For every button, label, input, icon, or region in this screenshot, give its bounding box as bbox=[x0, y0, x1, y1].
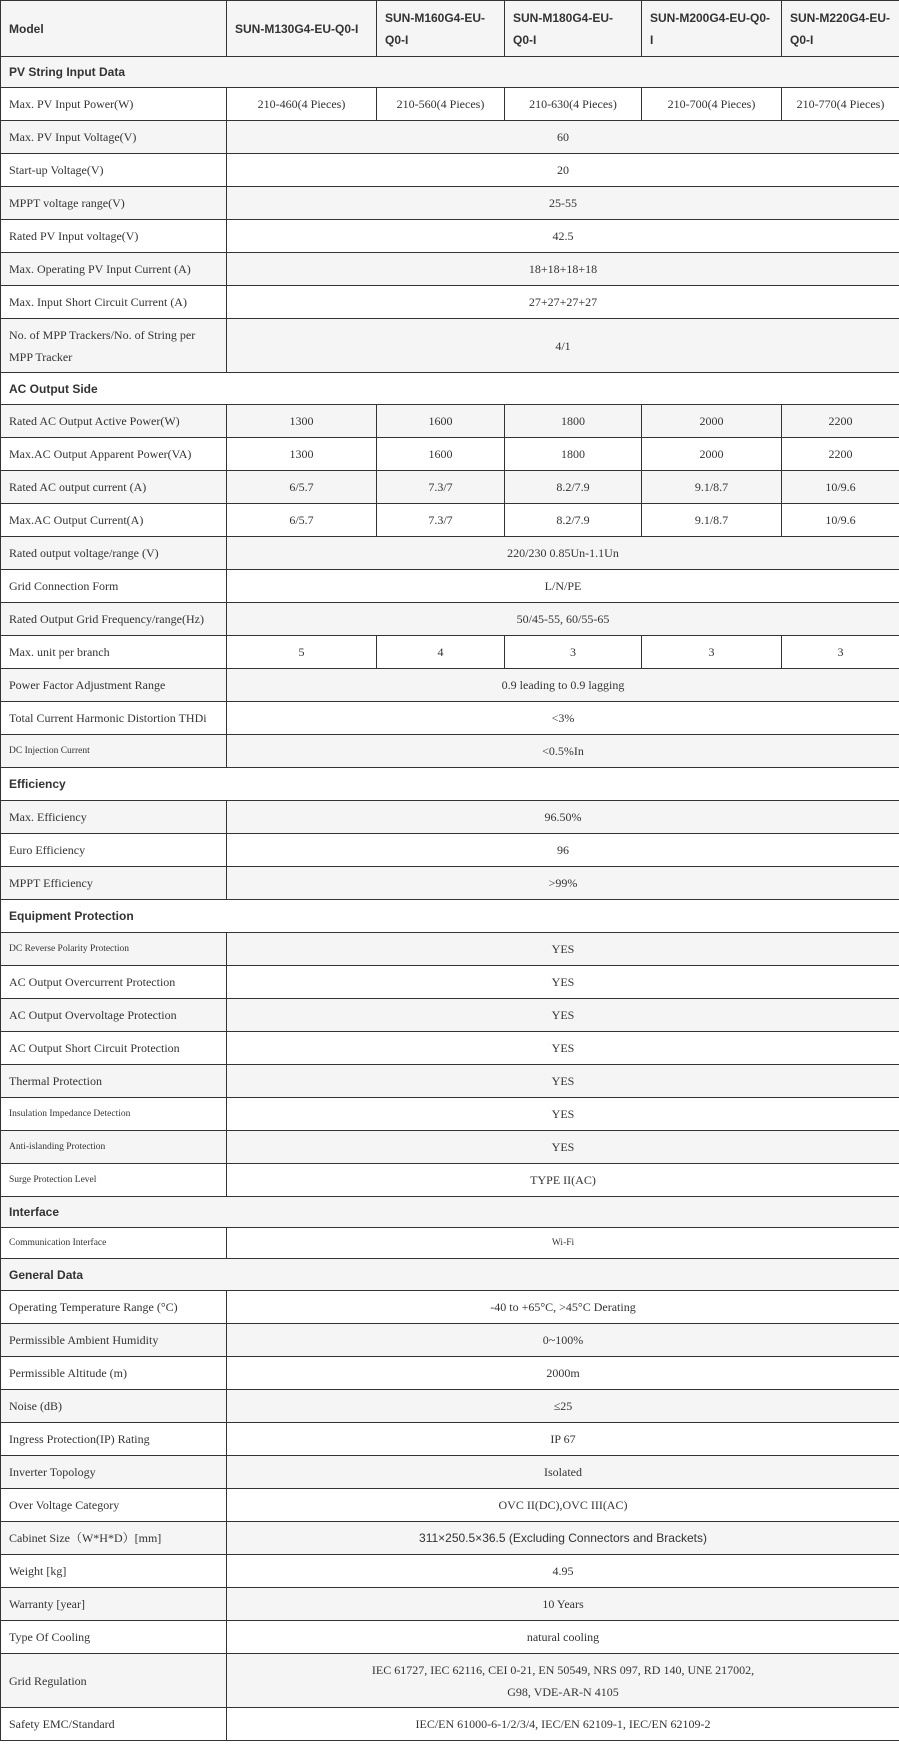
row-label: Insulation Impedance Detection bbox=[1, 1098, 227, 1131]
cell-value: 2000 bbox=[642, 405, 782, 438]
row-label: Max. Efficiency bbox=[1, 801, 227, 834]
cell-value: Isolated bbox=[227, 1456, 899, 1489]
table-row bbox=[1, 1131, 899, 1164]
row-label: Max.AC Output Apparent Power(VA) bbox=[1, 438, 227, 471]
row-label: Grid Connection Form bbox=[1, 570, 227, 603]
model-name: SUN-M130G4-EU-Q0-I bbox=[227, 1, 377, 57]
row-label: Max. Input Short Circuit Current (A) bbox=[1, 286, 227, 319]
cell-value: 96.50% bbox=[227, 801, 899, 834]
cell-value: 210-700(4 Pieces) bbox=[642, 88, 782, 121]
model-name: SUN-M220G4-EU-Q0-I bbox=[782, 1, 899, 57]
cell-value: YES bbox=[227, 966, 899, 999]
row-label: Weight [kg] bbox=[1, 1555, 227, 1588]
table-row bbox=[1, 735, 899, 768]
row-label: Rated output voltage/range (V) bbox=[1, 537, 227, 570]
table-row bbox=[1, 867, 899, 900]
grid-regulation-line-2: G98, VDE-AR-N 4105 bbox=[507, 1684, 619, 1699]
table-row bbox=[1, 1456, 899, 1489]
row-label: Noise (dB) bbox=[1, 1390, 227, 1423]
row-label: Start-up Voltage(V) bbox=[1, 154, 227, 187]
table-row bbox=[1, 1423, 899, 1456]
row-label: Rated AC output current (A) bbox=[1, 471, 227, 504]
table-row bbox=[1, 471, 899, 504]
table-row bbox=[1, 1621, 899, 1654]
model-name: SUN-M200G4-EU-Q0-I bbox=[642, 1, 782, 57]
cell-value: 0~100% bbox=[227, 1324, 899, 1357]
table-row bbox=[1, 570, 899, 603]
section-row bbox=[1, 373, 899, 405]
cell-value: 8.2/7.9 bbox=[505, 504, 642, 537]
section-row bbox=[1, 57, 899, 88]
cell-value: 5 bbox=[227, 636, 377, 669]
cell-value: 0.9 leading to 0.9 lagging bbox=[227, 669, 899, 702]
row-label: Communication Interface bbox=[1, 1228, 227, 1259]
table-row bbox=[1, 1032, 899, 1065]
cell-value: 4.95 bbox=[227, 1555, 899, 1588]
section-row bbox=[1, 1259, 899, 1291]
cell-value: 6/5.7 bbox=[227, 471, 377, 504]
cell-value: YES bbox=[227, 1098, 899, 1131]
cell-value: YES bbox=[227, 999, 899, 1032]
section-pv-title: PV String Input Data bbox=[1, 57, 899, 88]
cell-value: 9.1/8.7 bbox=[642, 504, 782, 537]
cell-value: 2000m bbox=[227, 1357, 899, 1390]
row-label: No. of MPP Trackers/No. of String per MPP Tracker bbox=[1, 319, 227, 373]
row-label: Anti-islanding Protection bbox=[1, 1131, 227, 1164]
section-iface-title: Interface bbox=[1, 1197, 899, 1228]
cell-value: 210-630(4 Pieces) bbox=[505, 88, 642, 121]
cell-value: 2200 bbox=[782, 405, 899, 438]
section-eff-title: Efficiency bbox=[1, 768, 899, 801]
table-row bbox=[1, 253, 899, 286]
table-row bbox=[1, 121, 899, 154]
cell-value: >99% bbox=[227, 867, 899, 900]
row-label: Rated Output Grid Frequency/range(Hz) bbox=[1, 603, 227, 636]
row-label: Max. PV Input Power(W) bbox=[1, 88, 227, 121]
cell-value: TYPE II(AC) bbox=[227, 1164, 899, 1197]
section-ac-title: AC Output Side bbox=[1, 373, 899, 405]
row-label: Power Factor Adjustment Range bbox=[1, 669, 227, 702]
table-row bbox=[1, 154, 899, 187]
cell-value: natural cooling bbox=[227, 1621, 899, 1654]
row-label: Surge Protection Level bbox=[1, 1164, 227, 1197]
row-label: DC Reverse Polarity Protection bbox=[1, 933, 227, 966]
row-label: Max. PV Input Voltage(V) bbox=[1, 121, 227, 154]
model-name: SUN-M160G4-EU-Q0-I bbox=[377, 1, 505, 57]
cell-value: 18+18+18+18 bbox=[227, 253, 899, 286]
table-row bbox=[1, 1228, 899, 1259]
cell-value: L/N/PE bbox=[227, 570, 899, 603]
row-label: Type Of Cooling bbox=[1, 1621, 227, 1654]
model-label: Model bbox=[1, 1, 227, 57]
table-row bbox=[1, 286, 899, 319]
table-row bbox=[1, 1555, 899, 1588]
model-name: SUN-M180G4-EU-Q0-I bbox=[505, 1, 642, 57]
table-row bbox=[1, 669, 899, 702]
cell-value: YES bbox=[227, 933, 899, 966]
table-row bbox=[1, 1708, 899, 1741]
cell-value: <0.5%In bbox=[227, 735, 899, 768]
table-row bbox=[1, 1588, 899, 1621]
row-label: Inverter Topology bbox=[1, 1456, 227, 1489]
row-label: Cabinet Size（W*H*D）[mm] bbox=[1, 1522, 227, 1555]
row-label: DC Injection Current bbox=[1, 735, 227, 768]
row-label: Rated AC Output Active Power(W) bbox=[1, 405, 227, 438]
table-row bbox=[1, 187, 899, 220]
table-row bbox=[1, 88, 899, 121]
cell-value: 3 bbox=[642, 636, 782, 669]
cell-value: 1300 bbox=[227, 405, 377, 438]
cell-value: 10/9.6 bbox=[782, 504, 899, 537]
row-label: Total Current Harmonic Distortion THDi bbox=[1, 702, 227, 735]
table-row bbox=[1, 801, 899, 834]
cell-value: ≤25 bbox=[227, 1390, 899, 1423]
row-label: Max. Operating PV Input Current (A) bbox=[1, 253, 227, 286]
cell-value: Wi-Fi bbox=[227, 1228, 899, 1259]
cell-value: 50/45-55, 60/55-65 bbox=[227, 603, 899, 636]
cell-value: 210-460(4 Pieces) bbox=[227, 88, 377, 121]
row-label: Over Voltage Category bbox=[1, 1489, 227, 1522]
table-row bbox=[1, 1390, 899, 1423]
cell-value: 10 Years bbox=[227, 1588, 899, 1621]
cell-value: 1800 bbox=[505, 438, 642, 471]
table-row bbox=[1, 1098, 899, 1131]
section-prot-title: Equipment Protection bbox=[1, 900, 899, 933]
table-row bbox=[1, 319, 899, 373]
table-row bbox=[1, 1654, 899, 1708]
cell-value: 42.5 bbox=[227, 220, 899, 253]
grid-regulation-line-1: IEC 61727, IEC 62116, CEI 0-21, EN 50549, NRS 097, RD 140, UNE 217002, bbox=[371, 1662, 755, 1677]
row-label: AC Output Short Circuit Protection bbox=[1, 1032, 227, 1065]
table-row bbox=[1, 504, 899, 537]
row-label: Ingress Protection(IP) Rating bbox=[1, 1423, 227, 1456]
row-label: Safety EMC/Standard bbox=[1, 1708, 227, 1741]
cell-value: 96 bbox=[227, 834, 899, 867]
row-label: AC Output Overcurrent Protection bbox=[1, 966, 227, 999]
cell-value: 6/5.7 bbox=[227, 504, 377, 537]
cell-value: 20 bbox=[227, 154, 899, 187]
cell-value: 2000 bbox=[642, 438, 782, 471]
cell-value: 3 bbox=[782, 636, 899, 669]
header-row bbox=[1, 1, 899, 57]
row-label: Permissible Ambient Humidity bbox=[1, 1324, 227, 1357]
table-row bbox=[1, 1291, 899, 1324]
cell-value: 1600 bbox=[377, 405, 505, 438]
row-label: MPPT voltage range(V) bbox=[1, 187, 227, 220]
section-row bbox=[1, 768, 899, 801]
cell-value: YES bbox=[227, 1065, 899, 1098]
table-row bbox=[1, 933, 899, 966]
row-label: AC Output Overvoltage Protection bbox=[1, 999, 227, 1032]
cell-value: 1600 bbox=[377, 438, 505, 471]
table-row bbox=[1, 636, 899, 669]
section-row bbox=[1, 900, 899, 933]
cell-value: 7.3/7 bbox=[377, 471, 505, 504]
cell-value: 220/230 0.85Un-1.1Un bbox=[227, 537, 899, 570]
section-row bbox=[1, 1197, 899, 1228]
table-row bbox=[1, 1357, 899, 1390]
cell-value bbox=[227, 1654, 899, 1708]
cell-value: 210-560(4 Pieces) bbox=[377, 88, 505, 121]
table-row bbox=[1, 1324, 899, 1357]
table-row bbox=[1, 999, 899, 1032]
cell-value: OVC II(DC),OVC III(AC) bbox=[227, 1489, 899, 1522]
row-label: Max. unit per branch bbox=[1, 636, 227, 669]
cell-value: YES bbox=[227, 1032, 899, 1065]
cell-value: YES bbox=[227, 1131, 899, 1164]
table-row bbox=[1, 702, 899, 735]
cell-value: 10/9.6 bbox=[782, 471, 899, 504]
cell-value: 7.3/7 bbox=[377, 504, 505, 537]
cell-value: 8.2/7.9 bbox=[505, 471, 642, 504]
section-gen-title: General Data bbox=[1, 1259, 899, 1291]
cell-value: 27+27+27+27 bbox=[227, 286, 899, 319]
cell-value: IEC/EN 61000-6-1/2/3/4, IEC/EN 62109-1, IEC/EN 62109-2 bbox=[227, 1708, 899, 1741]
table-row bbox=[1, 1489, 899, 1522]
table-row bbox=[1, 405, 899, 438]
table-row bbox=[1, 1065, 899, 1098]
cell-value: 1800 bbox=[505, 405, 642, 438]
cell-value: <3% bbox=[227, 702, 899, 735]
row-label: Euro Efficiency bbox=[1, 834, 227, 867]
row-label: Permissible Altitude (m) bbox=[1, 1357, 227, 1390]
cell-value: -40 to +65°C, >45°C Derating bbox=[227, 1291, 899, 1324]
table-row bbox=[1, 1164, 899, 1197]
cell-value: 4 bbox=[377, 636, 505, 669]
table-row bbox=[1, 603, 899, 636]
cell-value: 1300 bbox=[227, 438, 377, 471]
row-label: Thermal Protection bbox=[1, 1065, 227, 1098]
table-row bbox=[1, 537, 899, 570]
table-row bbox=[1, 438, 899, 471]
cell-value: IP 67 bbox=[227, 1423, 899, 1456]
row-label: MPPT Efficiency bbox=[1, 867, 227, 900]
cell-value: 9.1/8.7 bbox=[642, 471, 782, 504]
row-label: Grid Regulation bbox=[1, 1654, 227, 1708]
cell-value: 4/1 bbox=[227, 319, 899, 373]
cell-value: 311×250.5×36.5 (Excluding Connectors and Brackets) bbox=[227, 1522, 899, 1555]
row-label: Rated PV Input voltage(V) bbox=[1, 220, 227, 253]
cell-value: 60 bbox=[227, 121, 899, 154]
cell-value: 25-55 bbox=[227, 187, 899, 220]
table-row bbox=[1, 834, 899, 867]
row-label: Warranty [year] bbox=[1, 1588, 227, 1621]
cell-value: 3 bbox=[505, 636, 642, 669]
cell-value: 2200 bbox=[782, 438, 899, 471]
row-label: Max.AC Output Current(A) bbox=[1, 504, 227, 537]
table-row bbox=[1, 220, 899, 253]
row-label: Operating Temperature Range (°C) bbox=[1, 1291, 227, 1324]
table-row bbox=[1, 1522, 899, 1555]
table-row bbox=[1, 966, 899, 999]
cell-value: 210-770(4 Pieces) bbox=[782, 88, 899, 121]
